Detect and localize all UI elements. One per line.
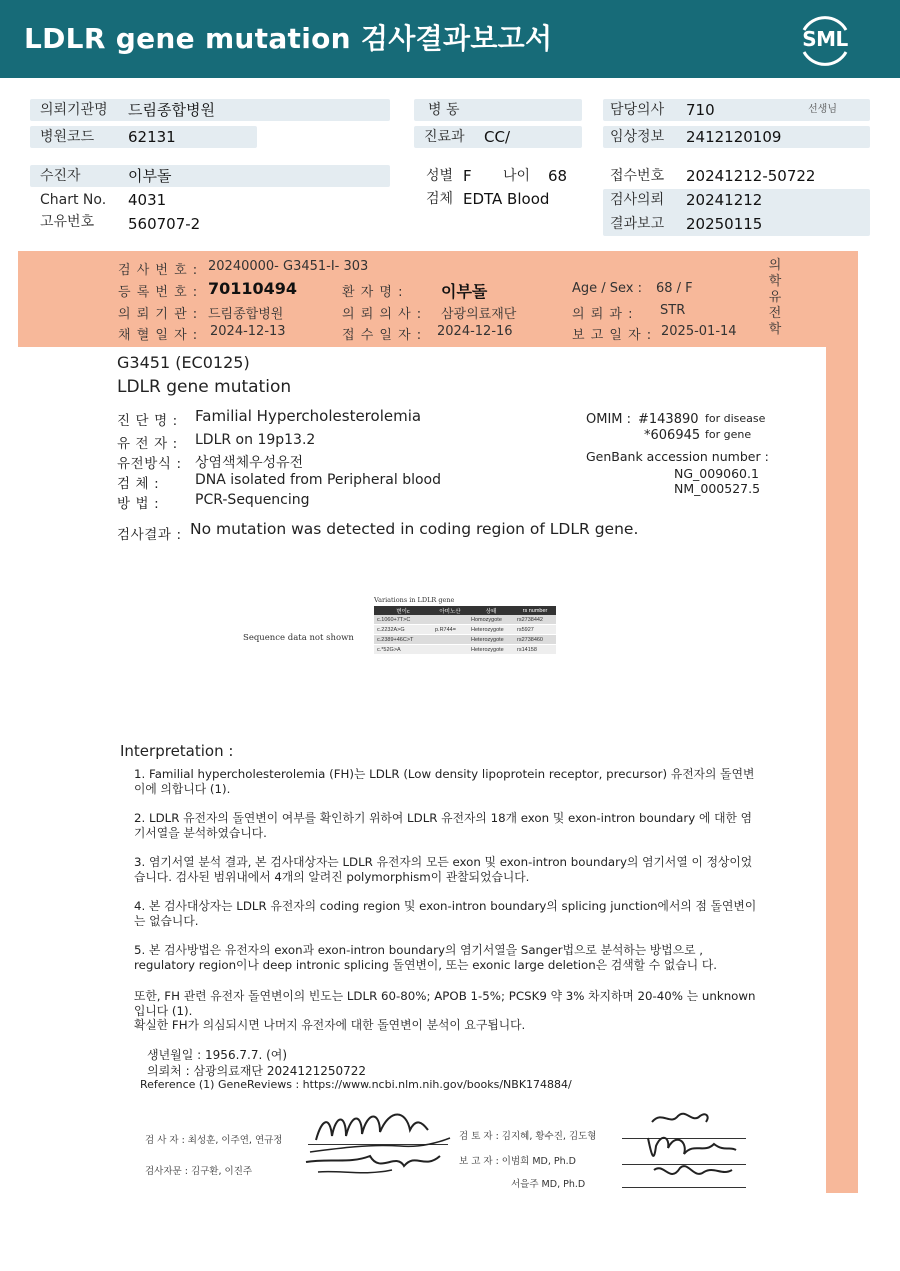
institution-label: 의뢰기관명 [40,102,108,118]
patient-name-value: 이부돌 [441,282,488,301]
inst-value: 드림종합병원 [208,307,284,322]
reference-note: Reference (1) GeneReviews : https://www.ncbi.nlm.nih.gov/books/NBK174884/ [140,1078,572,1091]
examiner-label: 검 사 자 : 최성훈, 이주연, 연규정 [145,1135,283,1146]
table-row: c.2389+46C>T Heterozygote rs2738460 [374,635,556,645]
request-date-value: 20241212 [686,191,763,209]
collect-value: 2024-12-13 [210,324,286,339]
sex-value: F [463,167,472,185]
test-no-label: 검 사 번 호 : [118,263,199,278]
interpretation-item: 확실한 FH가 의심되시면 나머지 유전자에 대한 돌연변이 분석이 요구됩니다. [134,1018,526,1032]
interpretation-item: 또한, FH 관련 유전자 돌연변이의 빈도는 LDLR 60-80%; APOB 1-5%; PCSK9 약 3% 차지하며 20-40% 는 unknown 입니다 (1). [134,989,756,1018]
scan-right-strip [826,251,858,1193]
institution-value: 드림종합병원 [128,101,215,119]
reg-no-label: 등 록 번 호 : [118,285,199,300]
result-label: 검사결과 : [117,527,182,543]
reviewer-signature [640,1102,750,1194]
result-text: No mutation was detected in coding region of LDLR gene. [190,520,639,538]
dept-vertical-label: 의 학 유 전 학 [768,258,782,337]
specimen-value: EDTA Blood [463,190,550,208]
receive-value: 2024-12-16 [437,324,513,339]
req-dept-label: 의 뢰 과 : [572,307,634,322]
agesex-label: Age / Sex : [572,281,643,296]
req-doctor-label: 의 뢰 의 사 : [342,307,423,322]
uid-value: 560707-2 [128,215,201,233]
age-value: 68 [548,167,568,185]
logo-text: SML [802,27,848,51]
collect-label: 채 혈 일 자 : [118,328,199,343]
reporter-label: 보 고 자 : 이범희 MD, Ph.D [459,1156,576,1167]
uid-label: 고유번호 [40,214,95,230]
test-code: G3451 (EC0125) [117,353,250,372]
variations-table: 변이c 아미노산 상태 rs number c.1060+7T>C Homozygote rs2738442 c.2232A>G p.R744= Heterozygote rs5927 c.2389+46C>T Heterozygote rs2738460 c.*52G>A Heterozygote rs14158 [374,606,556,655]
interpretation-title: Interpretation : [120,742,234,760]
hospital-code-label: 병원코드 [40,129,95,145]
interpretation-item: 5. 본 검사방법은 유전자의 exon과 exon-intron boundary의 염기서열을 Sanger법으로 분석하는 방법으로 , regulatory region이나 deep intronic splicing 돌연변이, 또는 exonic large deletion은 검색할 수 없습니 다. [134,943,718,972]
table-row: c.*52G>A Heterozygote rs14158 [374,645,556,655]
birth-date: 생년월일 : 1956.7.7. (여) [147,1048,288,1062]
request-date-label: 검사의뢰 [610,192,665,208]
hospital-code-value: 62131 [128,128,176,146]
reporter2-label: 서을주 MD, Ph.D [511,1179,586,1190]
consultant-label: 검사자문 : 김구환, 이진주 [145,1166,253,1177]
age-label: 나이 [503,168,531,184]
ward-label: 병 동 [428,102,460,118]
test-name: LDLR gene mutation [117,377,292,397]
chart-label: Chart No. [40,192,107,208]
sex-label: 성별 [426,168,454,184]
dept-value: CC/ [484,128,511,146]
variations-caption: Variations in LDLR gene [374,596,455,604]
doctor-value: 710 [686,101,715,119]
table-row: c.1060+7T>C Homozygote rs2738442 [374,615,556,625]
table-row: c.2232A>G p.R744= Heterozygote rs5927 [374,625,556,635]
sequence-note: Sequence data not shown [243,633,354,643]
receipt-no-label: 접수번호 [610,168,665,184]
dept-label: 진료과 [424,129,465,145]
requester: 의뢰처 : 삼광의료재단 2024121250722 [147,1064,367,1078]
report-date-value: 20250115 [686,215,763,233]
receipt-no-value: 20241212-50722 [686,167,816,185]
test-no-value: 20240000- G3451-I- 303 [208,259,369,274]
patient-name-label: 환 자 명 : [342,285,404,300]
report-date-label: 결과보고 [610,216,665,232]
doctor-suffix: 선생님 [808,104,837,115]
sml-logo [796,12,854,68]
req-dept-value: STR [660,303,686,318]
clinical-info-label: 임상정보 [610,129,665,145]
doctor-label: 담당의사 [610,102,665,118]
examiner-signature [300,1100,460,1185]
interpretation-item: 3. 염기서열 분석 결과, 본 검사대상자는 LDLR 유전자의 모든 exon 및 exon-intron boundary의 염기서열 이 정상이었습니다. 검사된 범위내에서 4개의 알려진 polymorphism이 관찰되었습니다. [134,855,753,884]
reviewer-label: 검 토 자 : 김지혜, 황수진, 김도형 [459,1131,597,1142]
inst-label: 의 뢰 기 관 : [118,307,199,322]
patient-value: 이부돌 [128,167,172,185]
receive-label: 접 수 일 자 : [342,328,423,343]
specimen-label: 검체 [426,191,454,207]
chart-value: 4031 [128,191,167,209]
agesex-value: 68 / F [656,281,693,296]
report-title: LDLR gene mutation 검사결과보고서 [24,22,553,55]
scan-report-label: 보 고 일 자 : [572,328,653,343]
clinical-info-value: 2412120109 [686,128,782,146]
interpretation-item: 4. 본 검사대상자는 LDLR 유전자의 coding region 및 exon-intron boundary의 splicing junction에서의 점 돌연변이는 없습니다. [134,899,757,928]
interpretation-item: 1. Familial hypercholesterolemia (FH)는 LDLR (Low density lipoprotein receptor, precursor) 유전자의 돌연변이에 의합니다 (1). [134,767,755,796]
reg-no-value: 70110494 [208,279,298,298]
req-doctor-value: 삼광의료재단 [441,307,517,322]
scan-report-value: 2025-01-14 [661,324,737,339]
interpretation-item: 2. LDLR 유전자의 돌연변이 여부를 확인하기 위하여 LDLR 유전자의 18개 exon 및 exon-intron boundary 에 대한 염기서열을 분석하였습니다. [134,811,753,840]
patient-label: 수진자 [40,168,81,184]
